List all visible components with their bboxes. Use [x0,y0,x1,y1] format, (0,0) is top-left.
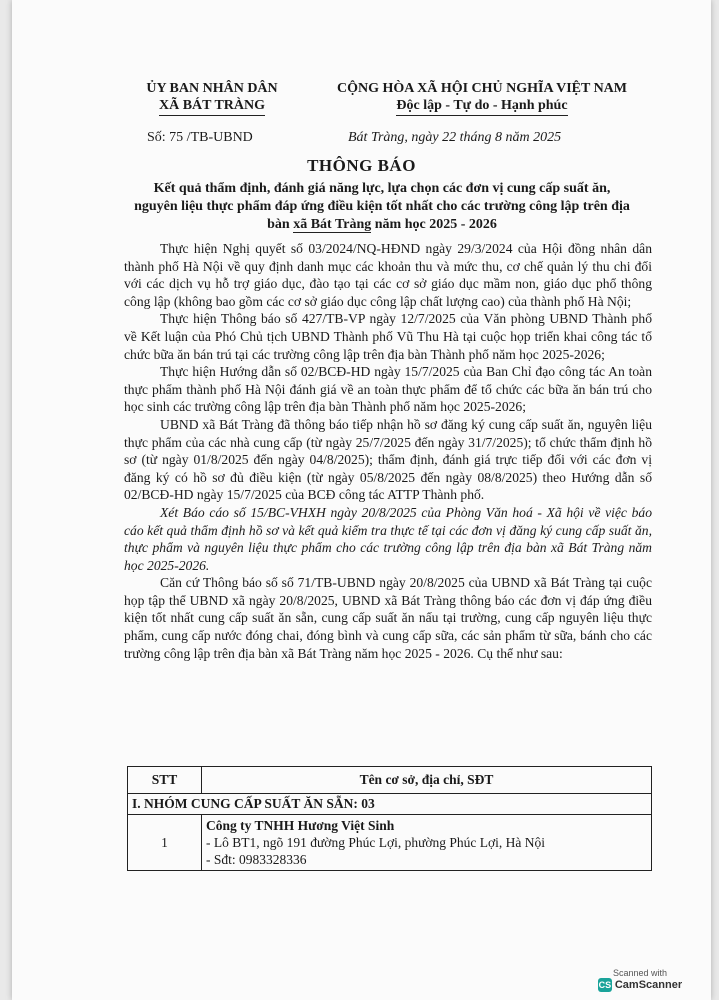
supplier-phone: - Sđt: 0983328336 [206,852,307,867]
document-subtitle [132,180,632,234]
table-row [128,815,652,871]
watermark-brand-row [585,978,695,992]
scanner-watermark [585,968,695,992]
document-page [12,0,711,1000]
row-stt: 1 [128,815,202,871]
table-header-row [128,767,652,794]
paragraph: Xét Báo cáo số 15/BC-VHXH ngày 20/8/2025 của Phòng Văn hoá - Xã hội về việc báo cáo kết quả thẩm định hồ sơ và kết quả kiểm tra thực tế tại các đơn vị đăng ký cung cấp suất ăn, thực phẩm và nguyên liệu thực phẩm cho các trường công lập trên địa bàn xã Bát Tràng năm học 2025-2026. [124,504,652,573]
issuing-authority [127,80,297,116]
watermark-brand: CamScanner [614,979,683,991]
nation-line2: Độc lập - Tự do - Hạnh phúc [396,97,567,116]
col-stt-header: STT [128,767,202,794]
document-number: Số: 75 /TB-UBND [147,130,253,145]
paragraph: UBND xã Bát Tràng đã thông báo tiếp nhận hồ sơ đăng ký cung cấp suất ăn, nguyên liệu thực phẩm của các nhà cung cấp (từ ngày 25/7/2025 đến ngày 31/7/2025); tổ chức thẩm định hồ sơ (từ ngày 01/8/2025 đến ngày 04/8/2025); thẩm định, đánh giá trực tiếp đối với các đơn vị đăng ký có hồ sơ đủ điều kiện (từ ngày 05/8/2025 đến ngày 08/8/2025) theo Hướng dẫn số 02/BCĐ-HD ngày 15/7/2025 của BCĐ công tác ATTP Thành phố. [124,416,652,503]
paragraph: Thực hiện Thông báo số 427/TB-VP ngày 12/7/2025 của Văn phòng UBND Thành phố về Kết luận của Phó Chủ tịch UBND Thành phố Vũ Thu Hà tại cuộc họp triển khai công tác tổ chức bữa ăn bán trú tại các trường công lập trên địa bàn Thành phố năm học 2025-2026; [124,311,652,362]
national-motto [317,80,647,116]
org-line2: XÃ BÁT TRÀNG [159,97,265,116]
row-details [202,815,652,871]
paragraph: Thực hiện Nghị quyết số 03/2024/NQ-HĐND ngày 29/3/2024 của Hội đồng nhân dân thành phố Hà Nội về quy định danh mục các khoản thu và mức thu, cơ chế quản lý thu chi đối với các dịch vụ hỗ trợ giáo dục, đào tạo tại các cơ sở giáo dục mầm non, giáo dục phổ thông công lập (không bao gồm các cơ sở giáo dục công lập chất lượng cao) của thành phố Hà Nội; [124,241,652,309]
nation-line1: CỘNG HÒA XÃ HỘI CHỦ NGHĨA VIỆT NAM [336,81,627,96]
watermark-top: Scanned with [612,968,668,978]
supplier-table [127,766,652,871]
paragraph: Căn cứ Thông báo số số 71/TB-UBND ngày 20/8/2025 của UBND xã Bát Tràng tại cuộc họp tập thể UBND xã ngày 20/8/2025, UBND xã Bát Tràng thông báo các đơn vị đáp ứng điều kiện tốt nhất cung cấp suất ăn sẵn, cung cấp suất ăn nấu tại trường, cung cấp nguyên liệu thực phẩm, cung cấp nước đóng chai, đóng bình và cung cấp sữa, các sản phẩm từ sữa, bánh cho các trường công lập trên địa bàn xã Bát Tràng năm học 2025 - 2026. Cụ thể như sau: [124,575,652,661]
org-line1: ỦY BAN NHÂN DÂN [146,81,278,96]
paragraph: Thực hiện Hướng dẫn số 02/BCĐ-HD ngày 15/7/2025 của Ban Chỉ đạo công tác An toàn thực phẩm thành phố Hà Nội đánh giá về an toàn thực phẩm để tổ chức các bữa ăn bán trú cho học sinh các trường công lập trên địa bàn Thành phố năm học 2025-2026; [124,364,652,415]
col-name-header: Tên cơ sở, địa chỉ, SĐT [202,767,652,794]
subtitle-part1: Kết quả thẩm định, đánh giá năng lực, lựa chọn các đơn vị cung cấp suất ăn, nguyên liệu thực phẩm đáp ứng điều kiện tốt nhất cho các trường công lập trên địa bàn [134,181,630,232]
subtitle-underlined: xã Bát Tràng [293,217,372,232]
supplier-name: Công ty TNHH Hương Việt Sinh [206,818,395,833]
place-date: Bát Tràng, ngày 22 tháng 8 năm 2025 [348,130,562,145]
group-label: I. NHÓM CUNG CẤP SUẤT ĂN SẴN: 03 [128,794,652,815]
document-body [124,240,652,662]
document-title: THÔNG BÁO [307,156,416,175]
camscanner-icon: CS [598,980,612,990]
group-row [128,794,652,815]
subtitle-part2: năm học 2025 - 2026 [371,217,497,232]
supplier-address: - Lô BT1, ngõ 191 đường Phúc Lợi, phường Phúc Lợi, Hà Nội [206,835,546,850]
